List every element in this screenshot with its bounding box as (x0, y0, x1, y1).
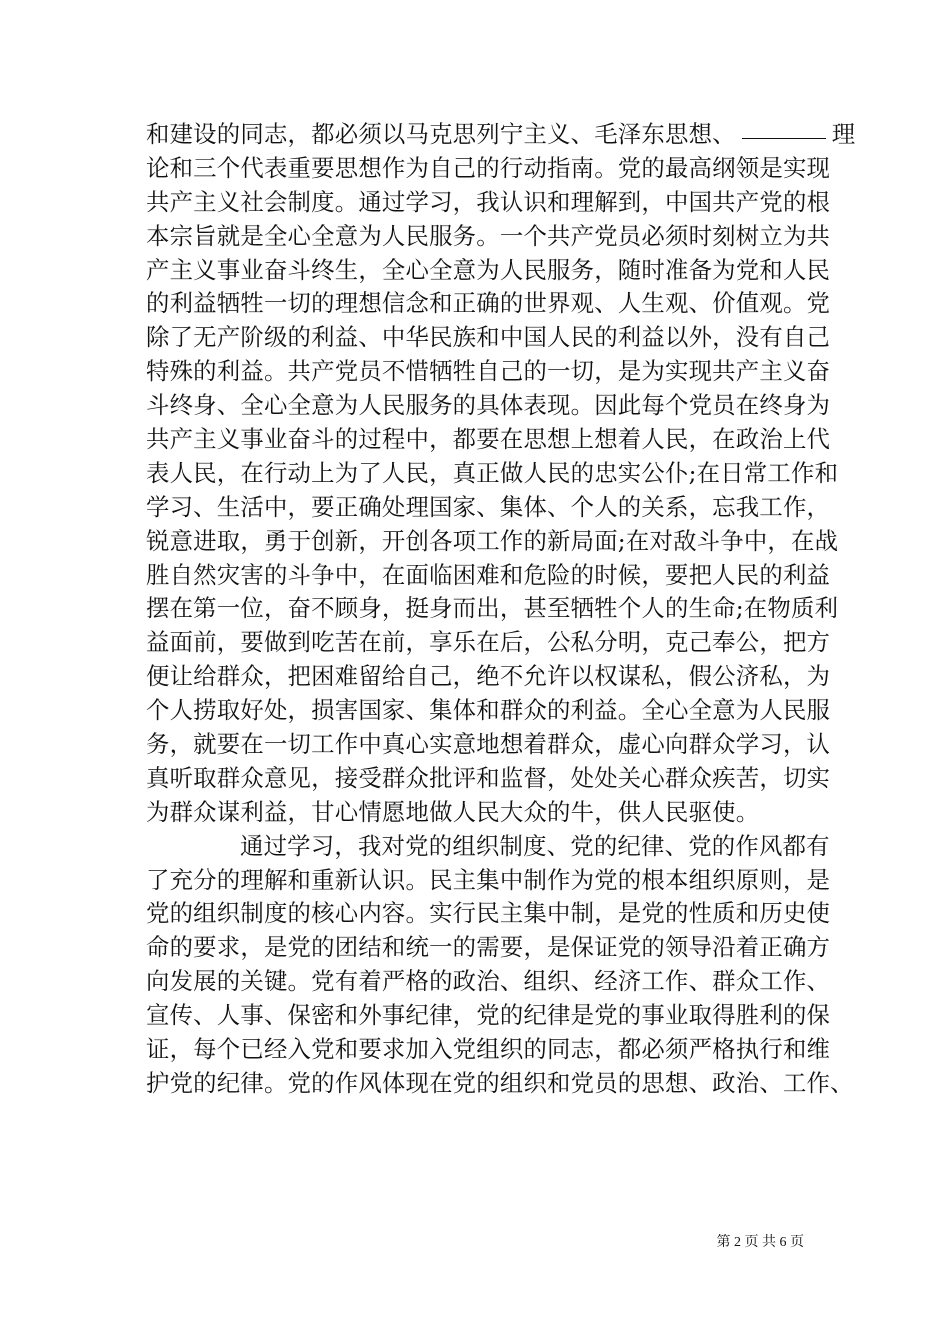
text-line: 特殊的利益。共产党员不惜牺牲自己的一切，是为实现共产主义奋 (146, 357, 831, 386)
text-line: 为群众谋利益，甘心情愿地做人民大众的牛，供人民驱使。 (146, 797, 760, 826)
text-line: 共产主义事业奋斗的过程中，都要在思想上想着人民，在政治上代 (146, 425, 831, 454)
text-line: 胜自然灾害的斗争中，在面临困难和危险的时候，要把人民的利益 (146, 560, 831, 589)
text-line: 的利益牺牲一切的理想信念和正确的世界观、人生观、价值观。党 (146, 289, 831, 318)
text-line: 便让给群众，把困难留给自己，绝不允许以权谋私，假公济私，为 (146, 662, 831, 691)
text-line: 真听取群众意见，接受群众批评和监督，处处关心群众疾苦，切实 (146, 763, 831, 792)
text-line: 学习、生活中，要正确处理国家、集体、个人的关系，忘我工作， (146, 492, 831, 521)
fill-in-blank (742, 136, 826, 139)
text-line: 个人捞取好处，损害国家、集体和群众的利益。全心全意为人民服 (146, 696, 831, 725)
text-line (146, 118, 856, 152)
text-line: 锐意进取，勇于创新，开创各项工作的新局面;在对敌斗争中，在战 (146, 526, 839, 555)
text-line: 务，就要在一切工作中真心实意地想着群众，虚心向群众学习，认 (146, 730, 831, 759)
text-line: 益面前，要做到吃苦在前，享乐在后，公私分明，克己奉公，把方 (146, 628, 831, 657)
text-segment: 理 (831, 120, 856, 148)
text-segment: 和建设的同志，都必须以马克思列宁主义、毛泽东思想、 (146, 120, 736, 148)
text-line: 除了无产阶级的利益、中华民族和中国人民的利益以外，没有自己 (146, 323, 831, 352)
text-line: 表人民，在行动上为了人民，真正做人民的忠实公仆;在日常工作和 (146, 458, 839, 487)
paragraph-start-line (146, 830, 830, 864)
text-line: 摆在第一位，奋不顾身，挺身而出，甚至牺牲个人的生命;在物质利 (146, 594, 839, 623)
text-line: 本宗旨就是全心全意为人民服务。一个共产党员必须时刻树立为共 (146, 221, 831, 250)
text-segment: 通过学习，我对党的组织制度、党的纪律、党的作风都有 (240, 831, 830, 860)
body-text (146, 118, 856, 1101)
text-line: 党的组织制度的核心内容。实行民主集中制，是党的性质和历史使 (146, 899, 831, 928)
text-line: 宣传、人事、保密和外事纪律，党的纪律是党的事业取得胜利的保 (146, 1001, 831, 1030)
text-line: 命的要求，是党的团结和统一的需要，是保证党的领导沿着正确方 (146, 933, 831, 962)
text-line: 论和三个代表重要思想作为自己的行动指南。党的最高纲领是实现 (146, 153, 831, 182)
text-line: 产主义事业奋斗终生，全心全意为人民服务，随时准备为党和人民 (146, 255, 831, 284)
text-line: 了充分的理解和重新认识。民主集中制作为党的根本组织原则，是 (146, 865, 831, 894)
text-line: 证，每个已经入党和要求加入党组织的同志，都必须严格执行和维 (146, 1035, 831, 1064)
text-line: 护党的纪律。党的作风体现在党的组织和党员的思想、政治、工作、 (146, 1068, 854, 1097)
text-line: 共产主义社会制度。通过学习，我认识和理解到，中国共产党的根 (146, 187, 831, 216)
text-line: 斗终身、全心全意为人民服务的具体表现。因此每个党员在终身为 (146, 391, 831, 420)
page-number: 第 2 页 共 6 页 (716, 1235, 804, 1250)
text-line: 向发展的关键。党有着严格的政治、组织、经济工作、群众工作、 (146, 967, 831, 996)
